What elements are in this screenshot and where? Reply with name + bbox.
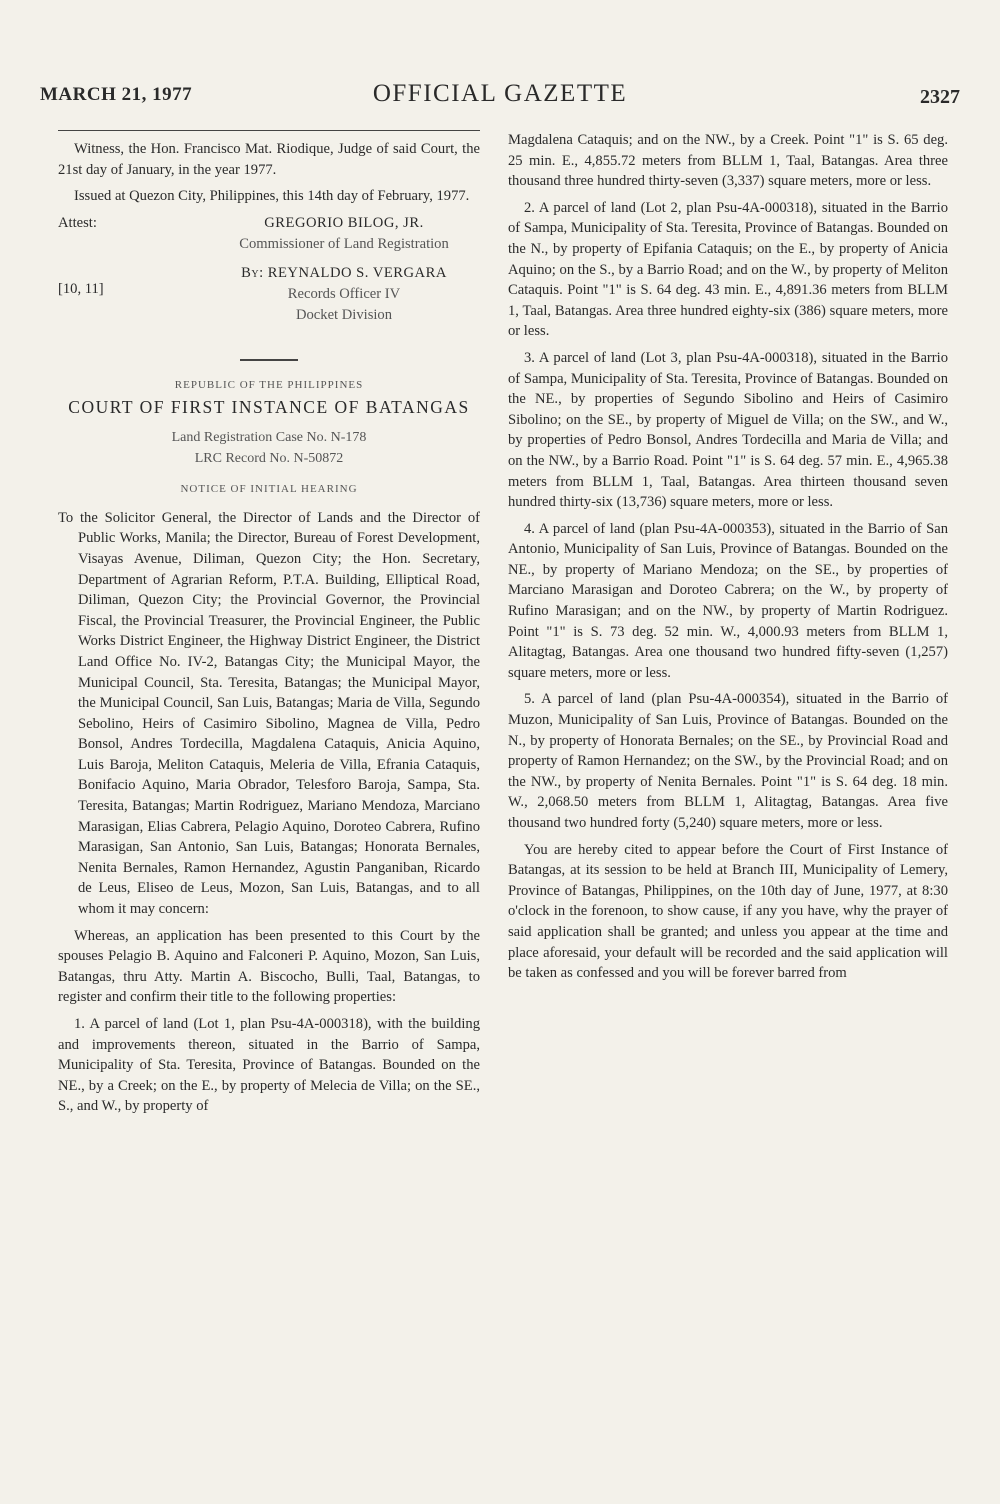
issued-paragraph: Issued at Quezon City, Philippines, this 14th day of February, 1977. [74,188,470,205]
parcel-1-end: Magdalena Cataquis; and on the NW., by a Creek. Point "1" is S. 65 deg. 25 min. E., 4,855.72 meters from BLLM 1, Taal, Batangas. Area three thousand three hundred thirty-seven (3,337) square meters, more or less. [508,132,948,190]
addressees-paragraph: To the Solicitor General, the Director of Lands and the Director of Public Works, Manila; the Director, Bureau of Forest Development, Visayas Avenue, Diliman, Quezon City; the Hon. Secretary, Department of Agrarian Reform, P.T.A. Building, Elliptical Road, Diliman, Quezon City; the Provincial Governor, the Provincial Fiscal, the Provincial Treasurer, the Provincial Engineer, the Public Works District Engineer, the Highway District Engineer, the District Land Office No. IV-2, Batangas City; the Municipal Mayor, the Municipal Council, Sta. Teresita, Batangas; the Municipal Mayor, the Municipal Council, San Luis, Batangas; Maria de Villa, Segundo Sebolino, Heirs of Casimiro Sibolino, Magnea de Villa, Pedro Bonsol, Andres Tordecilla, Magdalena Cataquis, Anicia Aquino, Luis Baroja, Meliton Cataquis, Meleria de Villa, Efrania Cataquis, Bonifacio Aquino, Maria Obrador, Telesforo Baroja, Sampa, Sta. Teresita, Batangas; Martin Rodriguez, Mariano Mendoza, Marciano Marasigan, Elias Cabrera, Pelagio Aquino, Doroteo Cabrera, Rufino Marasigan, San Antonio, San Luis, Batangas; Honorata Bernales, Nenita Bernales, Ramon Hernandez, Agustin Panganiban, Ricardo de Leus, Eliseo de Leus, Mozon, San Luis, Batangas, and to all whom it may concern: [58,509,480,918]
attest-label: Attest: [58,214,97,231]
republic-heading: REPUBLIC OF THE PHILIPPINES [174,378,364,391]
parcel-1-start: 1. A parcel of land (Lot 1, plan Psu-4A-000318), with the building and improvements thereon, situated in the Barrio of Sampa, Municipality of Sta. Teresita, Province of Batangas. Bounded on the NE., by a Creek; on the E., by property of Melecia de Villa; on the SE., S., and W., by property of [58,1016,480,1115]
header-title: OFFICIAL GAZETTE [372,80,628,107]
signatory-title: Commissioner of Land Registration [239,235,449,252]
docket-reference: [10, 11] [58,280,104,297]
whereas-paragraph: Whereas, an application has been presented to this Court by the spouses Pelagio B. Aquino and Falconeri P. Aquino, Mozon, San Luis, Batangas, thru Atty. Martin A. Biscocho, Bulli, Taal, Batangas, to register and confirm their title to the following properties: [58,927,480,1006]
by-title: Records Officer IV [287,285,401,302]
top-rule [58,130,480,131]
left-column [58,130,480,1430]
parcel-2: 2. A parcel of land (Lot 2, plan Psu-4A-000318), situated in the Barrio of Sampa, Municipality of Sta. Teresita, Province of Batangas. Bounded on the N., by property of Epifania Cataquis; on the E., by property of Anicia Aquino; on the S., by a Barrio Road; and on the W., by property of Meliton Cataquis. Point "1" is S. 64 deg. 43 min. E., 4,891.36 meters from BLLM 1, Taal, Batangas. Area three hundred eighty-six (386) square meters, more or less. [508,199,948,340]
citation-paragraph: You are hereby cited to appear before the Court of First Instance of Batangas, at its session to be held at Branch III, Municipality of Lemery, Province of Batangas, Philippines, on the 10th day of June, 1977, at 8:30 o'clock in the forenoon, to show cause, if any you have, why the prayer of said application shall be granted; and unless you appear at the time and place aforesaid, your default will be recorded and the said application will be taken as confessed and you will be forever barred from [508,841,948,982]
signatory-name: GREGORIO BILOG, JR. [264,214,424,231]
parcel-4: 4. A parcel of land (plan Psu-4A-000353), situated in the Barrio of San Antonio, Municipality of San Luis, Province of Batangas. Bounded on the NE., by property of Mariano Mendoza; on the SE., by properties of Marciano Marasigan and Doroteo Cabrera; on the W., by property of Rufino Marasigan; and on the NW., by property of Martin Rodriguez. Point "1" is S. 73 deg. 52 min. W., 4,000.93 meters from BLLM 1, Alitagtag, Batangas. Area one thousand two hundred fifty-seven (1,257) square meters, more or less. [508,520,948,681]
page-number: 2327 [920,86,960,108]
parcel-5: 5. A parcel of land (plan Psu-4A-000354), situated in the Barrio of Muzon, Municipality of San Luis, Province of Batangas. Bounded on the N., by property of Honorata Bernales; on the SE., by Provincial Road and property of Ramon Hernandez; on the SW., by the Provincial Road; and on the NW., by property of Nenita Bernales. Point "1" is S. 64 deg. 18 min. W., 2,068.50 meters from BLLM 1, Alitagtag, Batangas. Area five thousand two hundred forty (5,240) square meters, more or less. [508,691,948,831]
case-number: Land Registration Case No. N-178 [171,429,367,445]
record-number: LRC Record No. N-50872 [194,450,344,466]
by-line: By: REYNALDO S. VERGARA [241,264,447,281]
page-header [40,78,960,118]
section-divider [240,359,298,361]
right-column [508,130,948,1430]
parcel-3: 3. A parcel of land (Lot 3, plan Psu-4A-000318), situated in the Barrio of Sampa, Municipality of Sta. Teresita, Province of Batangas. Bounded on the NE., by properties of Segundo Sibolino and Heirs of Casimiro Sibolino; on the SE., by property of Miguel de Villa; on the SW., and W., by properties of Pedro Bonsol, Andres Tordecilla and Maria de Villa; and on the NW., by a Barrio Road. Point "1" is S. 64 deg. 57 min. E., 4,965.38 meters from BLLM 1, Taal, Batangas. Area thirteen thousand seven hundred thirty-six (13,736) square meters, more or less. [508,349,948,511]
court-heading: COURT OF FIRST INSTANCE OF BATANGAS [68,397,470,418]
attestation-block [58,213,480,353]
notice-title: NOTICE OF INITIAL HEARING [180,483,358,496]
witness-paragraph: Witness, the Hon. Francisco Mat. Riodique, Judge of said Court, the 21st day of January, in the year 1977. [58,141,480,178]
header-date: MARCH 21, 1977 [40,84,193,105]
by-division: Docket Division [295,306,393,323]
